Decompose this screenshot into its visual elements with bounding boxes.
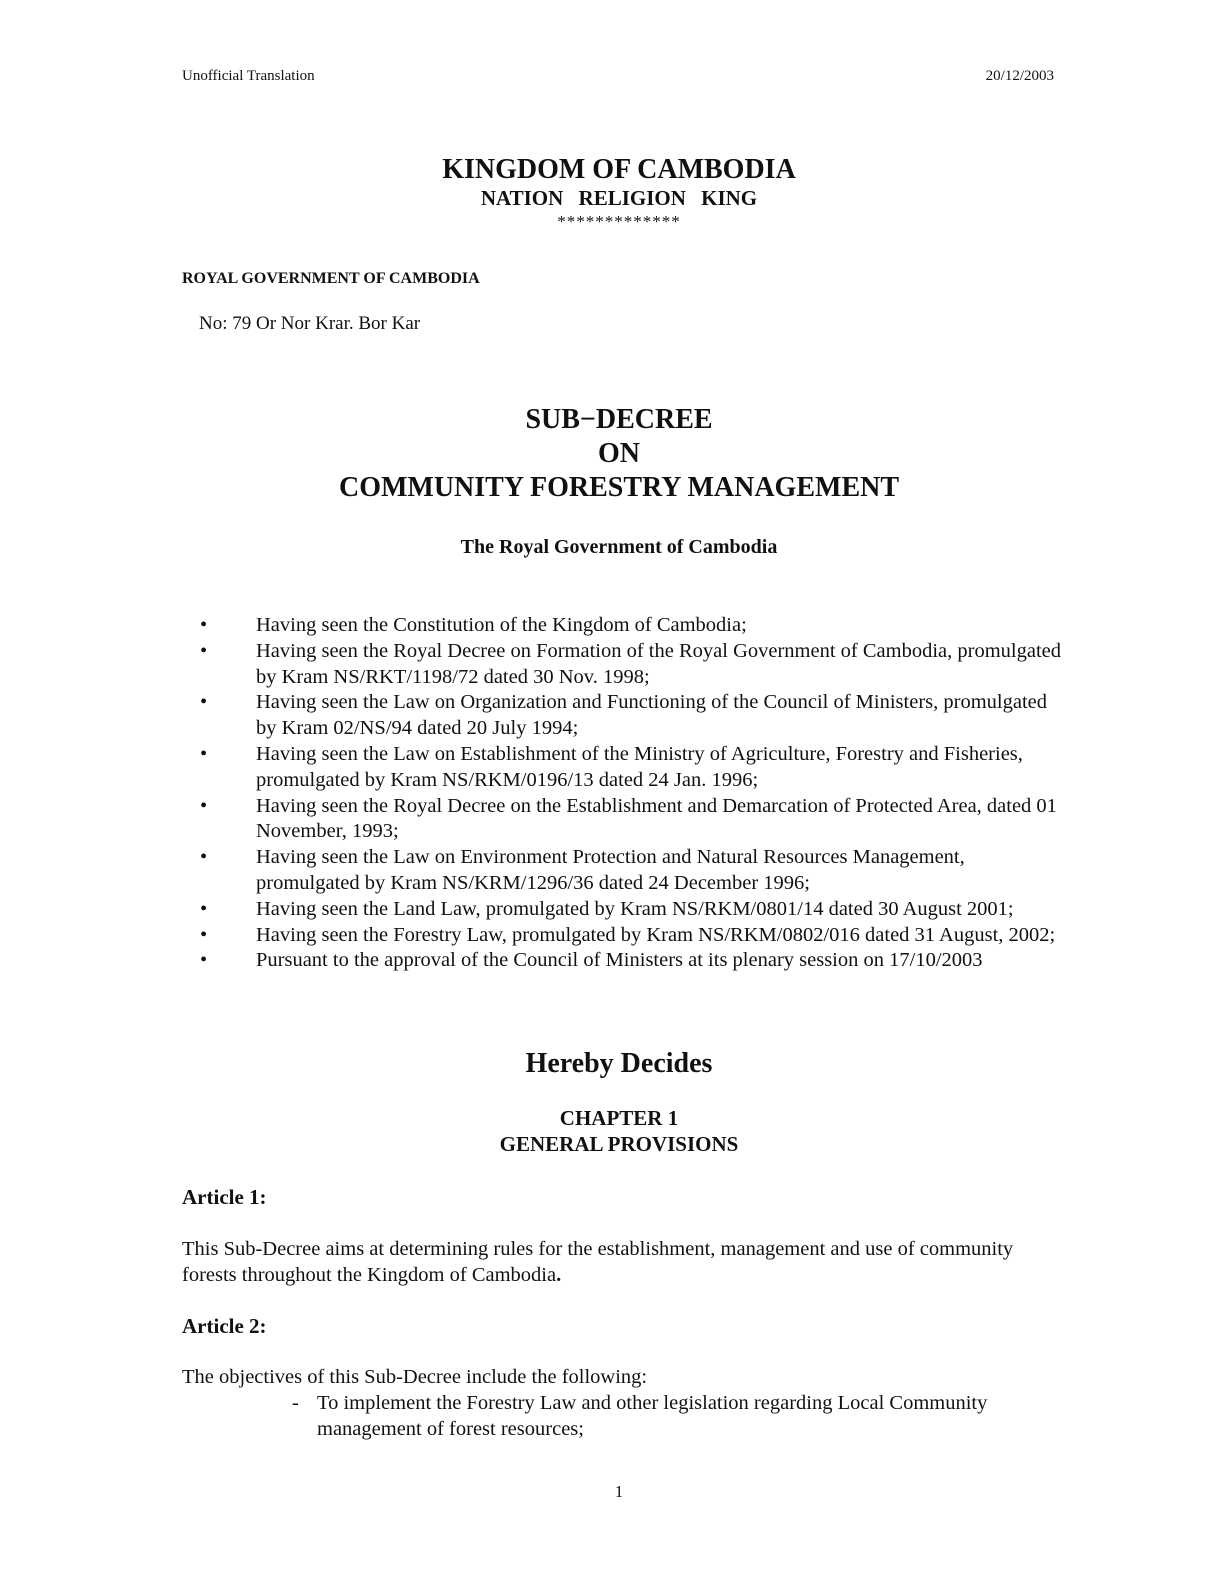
preamble-item [182, 923, 1062, 949]
preamble-text: Pursuant to the approval of the Council of Ministers at its plenary session on 17/10/2003 [256, 949, 983, 972]
reference-number: No: 79 Or Nor Krar. Bor Kar [199, 313, 421, 334]
preamble-item [182, 613, 1062, 639]
article-2-heading: Article 2: [182, 1314, 267, 1338]
decision-heading: Hereby Decides [525, 1048, 713, 1079]
preamble-text: Having seen the Royal Decree on Formation of the Royal Government of Cambodia, promulgated by Kram NS/RKT/1198/72 dated 30 Nov. 1998; [256, 639, 1061, 688]
subtitle: The Royal Government of Cambodia [460, 536, 778, 558]
preamble-text: Having seen the Law on Organization and Functioning of the Council of Ministers, promulgated by Kram 02/NS/94 dated 20 July 1994; [256, 691, 1047, 740]
article-2-item-text: To implement the Forestry Law and other legislation regarding Local Community management of forest resources; [317, 1392, 988, 1440]
preamble-text: Having seen the Constitution of the Kingdom of Cambodia; [256, 614, 747, 636]
preamble-item [182, 639, 1062, 691]
asterisk-divider: ************* [557, 212, 681, 231]
chapter-title: GENERAL PROVISIONS [499, 1132, 739, 1156]
article-2-item [292, 1391, 1062, 1443]
preamble-text: Having seen the Forestry Law, promulgated by Kram NS/RKM/0802/016 dated 31 August, 2002; [256, 923, 1056, 946]
bullet-icon: • [200, 614, 208, 636]
preamble-item [182, 794, 1062, 846]
dash-icon: - [292, 1392, 299, 1414]
article-1-heading: Article 1: [182, 1185, 267, 1209]
page-number: 1 [614, 1482, 624, 1501]
national-motto: NATION RELIGION KING [480, 186, 758, 210]
kingdom-heading: KINGDOM OF CAMBODIA [442, 154, 796, 185]
bullet-icon: • [200, 742, 208, 765]
article-2-intro: The objectives of this Sub-Decree include the following: [182, 1366, 648, 1388]
preamble-item [182, 690, 1062, 742]
header-left-label: Unofficial Translation [182, 68, 315, 84]
preamble-text: Having seen the Law on Environment Protection and Natural Resources Management, promulgated by Kram NS/KRM/1296/36 dated 24 December 1996; [256, 846, 965, 894]
title-line-1: SUB−DECREE [525, 404, 713, 435]
preamble-item [182, 948, 1062, 974]
government-name: ROYAL GOVERNMENT OF CAMBODIA [182, 270, 480, 287]
chapter-number: CHAPTER 1 [559, 1106, 679, 1130]
bullet-icon: • [200, 691, 208, 714]
header-date: 20/12/2003 [985, 68, 1054, 84]
bullet-icon: • [200, 794, 208, 817]
preamble-item [182, 897, 1062, 923]
title-line-2: ON [598, 438, 640, 469]
preamble-list [182, 613, 1062, 974]
bullet-icon: • [200, 846, 208, 869]
title-line-3: COMMUNITY FORESTRY MANAGEMENT [338, 472, 900, 503]
article-1-end-mark: . [556, 1263, 562, 1286]
preamble-text: Having seen the Law on Establishment of the Ministry of Agriculture, Forestry and Fisheries, promulgated by Kram NS/RKM/0196/13 dated 24 Jan. 1996; [256, 742, 1023, 791]
bullet-icon: • [200, 949, 208, 972]
preamble-item [182, 845, 1062, 897]
article-1-body: This Sub-Decree aims at determining rules for the establishment, management and use of community forests throughout the Kingdom of Cambodia [182, 1238, 1014, 1286]
preamble-item [182, 742, 1062, 794]
preamble-text: Having seen the Land Law, promulgated by Kram NS/RKM/0801/14 dated 30 August 2001; [256, 897, 1014, 920]
preamble-text: Having seen the Royal Decree on the Establishment and Demarcation of Protected Area, dated 01 November, 1993; [256, 794, 1057, 843]
bullet-icon: • [200, 897, 208, 920]
bullet-icon: • [200, 923, 208, 946]
bullet-icon: • [200, 639, 208, 662]
article-1-text [182, 1237, 1062, 1289]
